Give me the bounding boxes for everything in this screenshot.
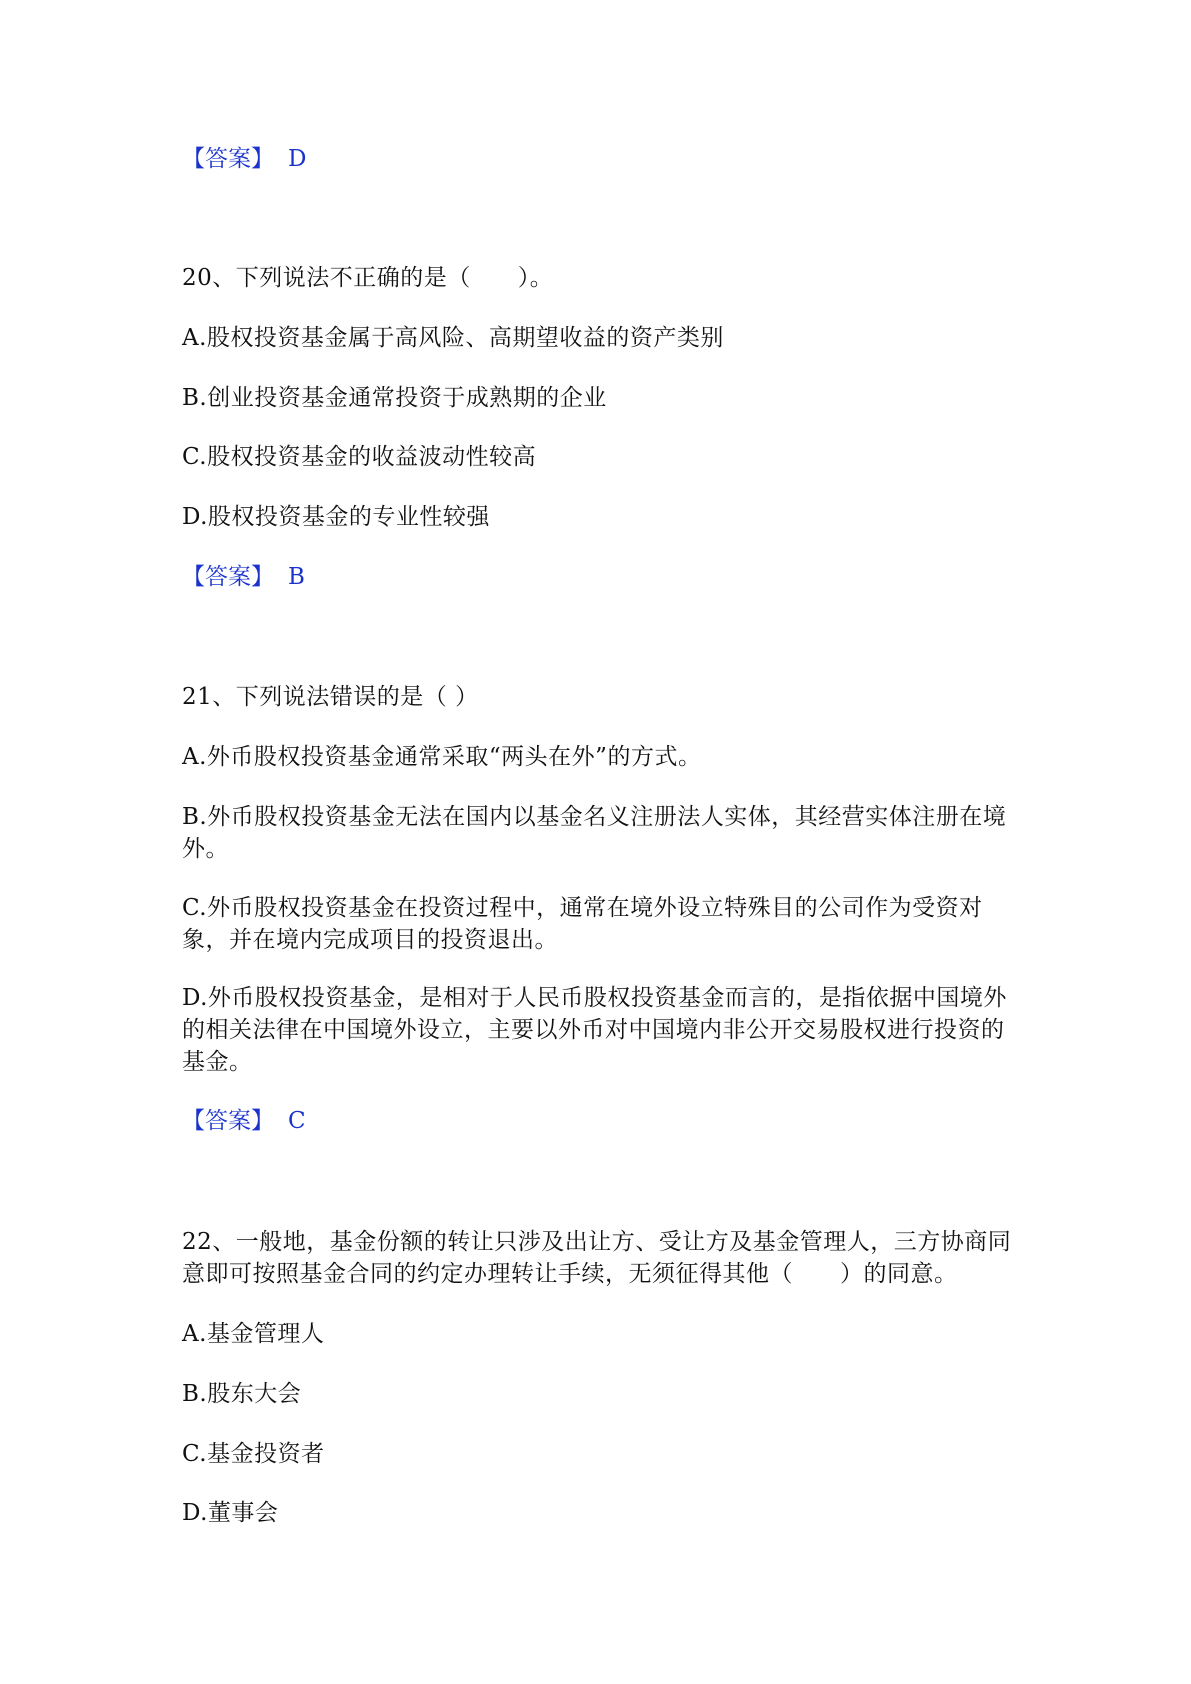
q20-option-a: A.股权投资基金属于高风险、高期望收益的资产类别 (182, 325, 724, 351)
q22-stem: 22、一般地，基金份额的转让只涉及出让方、受让方及基金管理人，三方协商同意即可按照基金合同的约定办理转让手续，无须征得其他（ ）的同意。 (182, 1229, 1012, 1287)
answer-value: D (288, 146, 307, 172)
q20-answer (182, 561, 305, 593)
q21-option-c: C.外币股权投资基金在投资过程中，通常在境外设立特殊目的公司作为受资对象，并在境内完成项目的投资退出。 (182, 895, 983, 953)
q21-option-b: B.外币股权投资基金无法在国内以基金名义注册法人实体，其经营实体注册在境外。 (182, 804, 1007, 862)
answer-label: 【答案】 (182, 1108, 274, 1134)
q22-option-a: A.基金管理人 (182, 1321, 325, 1347)
q21-option-a: A.外币股权投资基金通常采取“两头在外”的方式。 (182, 744, 702, 770)
q19-answer (182, 143, 306, 175)
q20-option-c: C.股权投资基金的收益波动性较高 (182, 444, 537, 470)
q21-option-d: D.外币股权投资基金，是相对于人民币股权投资基金而言的，是指依据中国境外的相关法律在中国境外设立，主要以外币对中国境内非公开交易股权进行投资的基金。 (182, 985, 1007, 1075)
q22-option-d: D.董事会 (182, 1500, 279, 1526)
q20-option-d: D.股权投资基金的专业性较强 (182, 504, 490, 530)
answer-value: B (288, 564, 305, 590)
q22-option-c: C.基金投资者 (182, 1441, 325, 1467)
answer-value: C (288, 1108, 306, 1134)
q21-answer (182, 1105, 306, 1137)
answer-label: 【答案】 (182, 564, 274, 590)
answer-label: 【答案】 (182, 146, 274, 172)
q22-option-b: B.股东大会 (182, 1381, 302, 1407)
q20-stem: 20、下列说法不正确的是（ ）。 (182, 265, 554, 291)
q20-option-b: B.创业投资基金通常投资于成熟期的企业 (182, 385, 607, 411)
q21-stem: 21、下列说法错误的是（ ） (182, 684, 479, 710)
